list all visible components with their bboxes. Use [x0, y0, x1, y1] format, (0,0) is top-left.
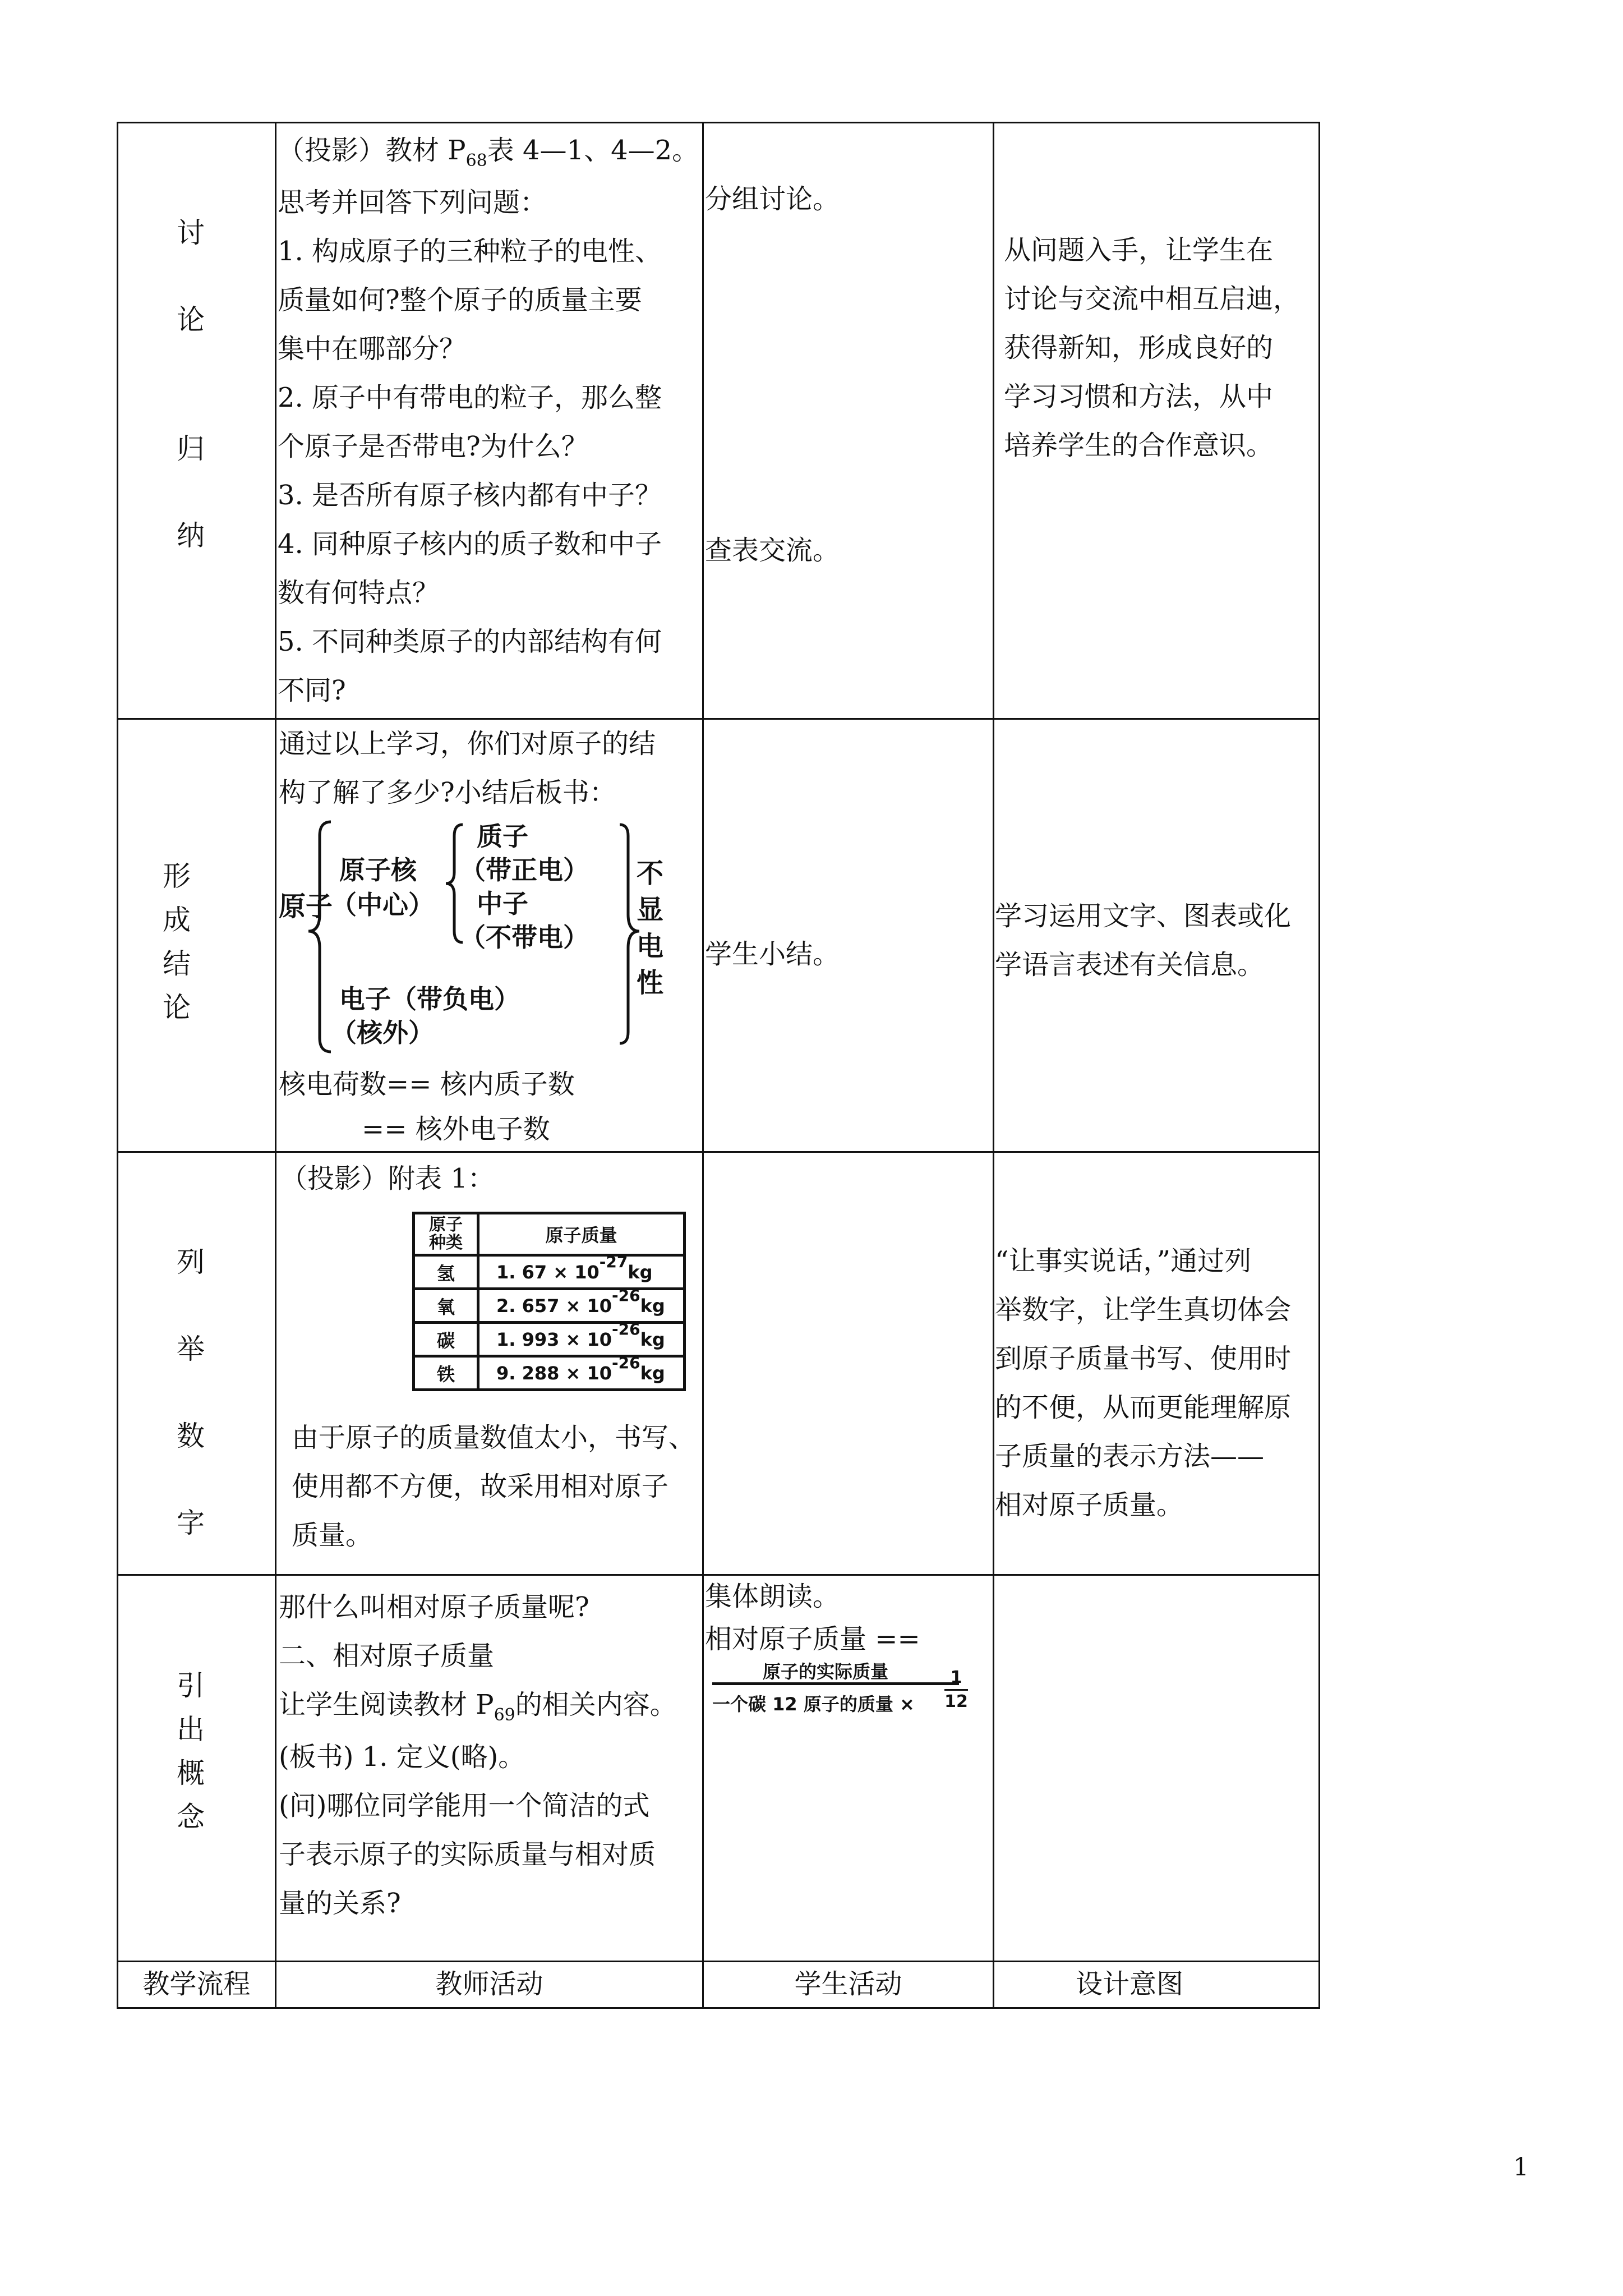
teacher-line	[278, 126, 699, 178]
teacher-line: 通过以上学习，你们对原子的结	[279, 728, 656, 760]
neutral-char: 显	[637, 894, 664, 926]
nucleus-label: 原子核	[339, 855, 417, 885]
design-line: 讨论与交流中相互启迪，	[1004, 283, 1301, 315]
student-activity: 查表交流。	[705, 535, 840, 566]
table-cell	[478, 1252, 685, 1289]
text: 的相关内容。	[515, 1689, 677, 1720]
stage-label: 列	[177, 1246, 205, 1278]
fraction-bar	[712, 1682, 959, 1685]
stage-label: 数	[177, 1420, 205, 1452]
student-activity: 分组讨论。	[705, 183, 840, 215]
table-col-divider	[275, 122, 276, 2009]
table-header-cell	[414, 1213, 478, 1255]
design-line: “让事实说话，”通过列	[995, 1245, 1252, 1277]
text: kg	[640, 1295, 665, 1317]
teacher-line: 不同?	[278, 675, 346, 706]
stage-label: 出	[177, 1713, 205, 1746]
design-intent	[995, 892, 1291, 990]
atom-structure-diagram	[278, 816, 681, 1057]
electron-label: 电子（带负电）	[339, 984, 520, 1014]
text: kg	[640, 1328, 665, 1350]
table-row	[414, 1289, 685, 1323]
student-activity	[705, 1575, 920, 1660]
teacher-line: 构了解了多少?小结后板书：	[279, 777, 616, 808]
text: 种类	[429, 1233, 463, 1253]
design-line: 获得新知，形成良好的	[1004, 332, 1274, 364]
teacher-line: (板书) 1. 定义(略)。	[279, 1741, 525, 1773]
table-header-cell: 原子质量	[478, 1213, 685, 1255]
teacher-line: 4. 同种原子核内的质子数和中子	[278, 528, 662, 560]
table-row	[414, 1323, 685, 1356]
equation-line: 核电荷数== 核内质子数	[279, 1069, 575, 1100]
table-row	[414, 1213, 685, 1255]
teacher-line: 1. 构成原子的三种粒子的电性、	[278, 236, 662, 267]
stage-label: 纳	[177, 519, 205, 552]
teacher-line: 由于原子的质量数值太小，书写、	[292, 1422, 696, 1453]
table-cell	[478, 1319, 685, 1356]
text: 9. 288 × 10	[496, 1362, 612, 1384]
teacher-line: 5. 不同种类原子的内部结构有何	[278, 626, 662, 657]
stage-label: 讨	[177, 217, 205, 249]
relative-mass-formula	[712, 1658, 981, 1736]
atom-label: 原子	[279, 891, 333, 922]
teacher-line: 质量。	[292, 1520, 373, 1551]
design-line: 学习习惯和方法，从中	[1004, 381, 1274, 412]
stage-label: 归	[177, 432, 205, 465]
appendix-title: （投影）附表 1：	[280, 1163, 495, 1194]
fraction-bar	[944, 1689, 968, 1691]
neutron-label: 中子	[477, 889, 528, 919]
charge-equation	[279, 1062, 575, 1152]
table-cell	[478, 1353, 685, 1390]
teacher-line: 子表示原子的实际质量与相对质	[279, 1839, 656, 1870]
text: 1. 67 × 10	[496, 1261, 600, 1283]
neutron-note: （不带电）	[460, 922, 589, 953]
design-line: 学语言表述有关信息。	[995, 949, 1265, 981]
teacher-line: 数有何特点？	[278, 577, 440, 609]
column-header-flow: 教学流程	[142, 1968, 251, 2000]
teacher-line: 使用都不方便，故采用相对原子	[292, 1471, 669, 1502]
table-cell	[478, 1286, 685, 1323]
teacher-line: 量的关系?	[279, 1888, 401, 1919]
design-intent	[995, 1237, 1291, 1530]
superscript: -26	[611, 1319, 640, 1338]
stage-label: 引	[177, 1669, 205, 1702]
design-line: 相对原子质量。	[995, 1489, 1184, 1521]
design-line: 到原子质量书写、使用时	[995, 1343, 1292, 1374]
teacher-activity	[292, 1414, 695, 1560]
formula-denominator: 一个碳 12 原子的质量 ×	[712, 1694, 915, 1715]
table-border-top	[117, 122, 1320, 123]
superscript: -26	[611, 1353, 640, 1372]
atomic-mass-table	[412, 1212, 686, 1391]
stage-label: 举	[177, 1333, 205, 1365]
text: （投影）教材 P	[278, 135, 466, 166]
text: 表 4—1、4—2。	[487, 135, 699, 166]
text: kg	[628, 1261, 653, 1283]
column-header-design: 设计意图	[1075, 1968, 1183, 2000]
proton-label: 质子	[477, 821, 528, 852]
design-intent	[1004, 226, 1300, 470]
student-activity: 学生小结。	[705, 938, 840, 970]
teacher-line: 个原子是否带电?为什么？	[278, 431, 588, 462]
table-border-right	[1318, 122, 1320, 2009]
teacher-line: 集中在哪部分？	[278, 333, 467, 365]
table-col-divider	[993, 122, 994, 2009]
design-line: 从问题入手，让学生在	[1004, 234, 1274, 266]
fraction-denominator: 12	[944, 1692, 968, 1711]
page-number: 1	[1513, 2153, 1529, 2182]
table-cell: 碳	[414, 1323, 478, 1356]
table-col-divider	[702, 122, 704, 2009]
design-line: 培养学生的合作意识。	[1004, 430, 1274, 461]
table-row	[414, 1255, 685, 1289]
stage-label: 字	[177, 1507, 205, 1539]
neutral-char: 性	[637, 967, 664, 999]
electron-note: （核外）	[331, 1018, 434, 1048]
design-line: 子质量的表示方法——	[995, 1441, 1265, 1472]
stage-label: 概	[177, 1757, 205, 1789]
equation-line: == 核外电子数	[362, 1114, 550, 1145]
nucleus-note: （中心）	[331, 890, 434, 920]
teacher-line: 3. 是否所有原子核内都有中子？	[278, 480, 662, 511]
teacher-line: 质量如何?整个原子的质量主要	[278, 284, 642, 316]
fraction-one-twelfth	[942, 1668, 970, 1712]
text: 让学生阅读教材 P	[279, 1689, 494, 1720]
table-cell: 铁	[414, 1356, 478, 1390]
teacher-line: 二、相对原子质量	[279, 1640, 495, 1672]
proton-note: （带正电）	[460, 855, 589, 885]
teacher-line: 那什么叫相对原子质量呢?	[279, 1591, 589, 1623]
stage-label: 形	[163, 860, 191, 892]
teacher-line: 2. 原子中有带电的粒子，那么整	[278, 382, 662, 413]
stage-label: 论	[163, 991, 191, 1024]
table-cell: 氧	[414, 1289, 478, 1323]
stage-label: 结	[163, 947, 191, 980]
table-border-bottom	[117, 2007, 1320, 2009]
design-line: 学习运用文字、图表或化	[995, 900, 1292, 932]
column-header-student: 学生活动	[794, 1968, 902, 2000]
neutral-char: 电	[637, 931, 664, 962]
text: 2. 657 × 10	[496, 1295, 612, 1317]
stage-label: 论	[177, 303, 205, 336]
student-line: 相对原子质量 ==	[705, 1623, 920, 1655]
superscript: -26	[611, 1286, 640, 1305]
design-line: 举数字，让学生真切体会	[995, 1294, 1292, 1326]
table-row	[414, 1356, 685, 1390]
teacher-line	[279, 1681, 677, 1733]
teacher-activity	[279, 720, 656, 817]
text: 1. 993 × 10	[496, 1328, 612, 1350]
fraction-numerator: 1	[950, 1668, 962, 1687]
subscript: 69	[494, 1705, 515, 1725]
subscript: 68	[465, 151, 487, 171]
formula-numerator: 原子的实际质量	[763, 1661, 889, 1682]
text: kg	[640, 1362, 665, 1384]
neutral-char: 不	[637, 858, 664, 889]
stage-label: 成	[163, 904, 191, 936]
table-cell: 氢	[414, 1255, 478, 1289]
column-header-teacher: 教师活动	[435, 1968, 543, 2000]
stage-label: 念	[177, 1801, 205, 1833]
text: 原子	[429, 1215, 463, 1235]
table-border-left	[117, 122, 118, 2009]
teacher-line: 思考并回答下列问题：	[278, 187, 547, 218]
superscript: -27	[599, 1252, 628, 1271]
neutral-label	[637, 855, 663, 1001]
teacher-line: (问)哪位同学能用一个简洁的式	[279, 1790, 650, 1821]
teacher-activity	[278, 126, 699, 715]
teacher-activity	[279, 1583, 677, 1928]
design-line: 的不便，从而更能理解原	[995, 1392, 1292, 1423]
student-line: 集体朗读。	[705, 1581, 840, 1612]
